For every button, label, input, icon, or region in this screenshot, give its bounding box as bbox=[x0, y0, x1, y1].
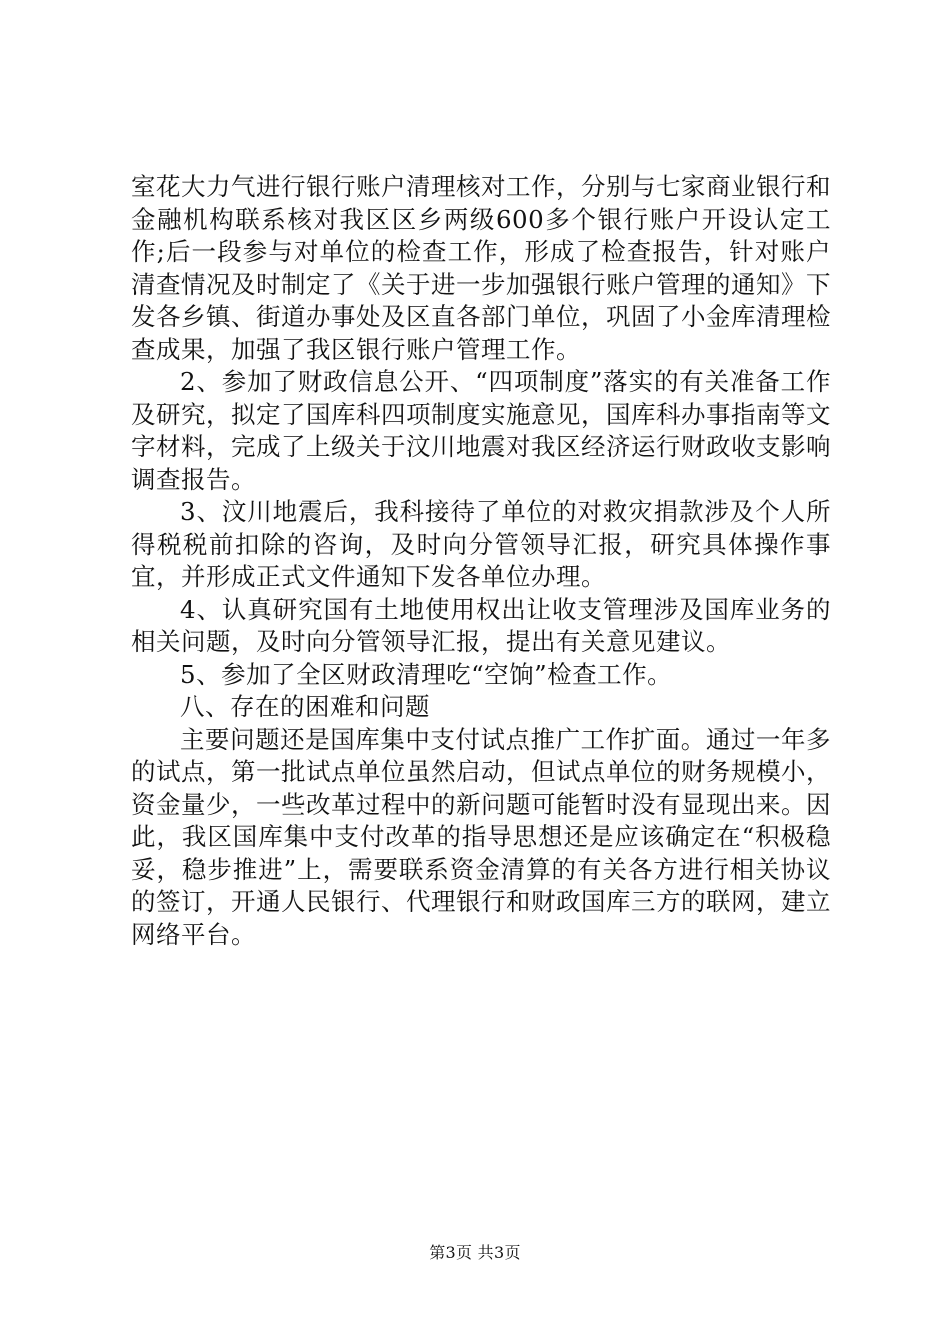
paragraph-problems: 主要问题还是国库集中支付试点推广工作扩面。通过一年多的试点，第一批试点单位虽然启动，但试点单位的财务规模小，资金量少，一些改革过程中的新问题可能暂时没有显现出来。因此，我区国库集中支付改革的指导思想还是应该确定在“积极稳妥，稳步推进”上，需要联系资金清算的有关各方进行相关协议的签订，开通人民银行、代理银行和财政国库三方的联网，建立网络平台。 bbox=[131, 724, 831, 949]
paragraph-item-4: 4、认真研究国有土地使用权出让收支管理涉及国库业务的相关问题，及时向分管领导汇报，提出有关意见建议。 bbox=[131, 594, 831, 656]
page-footer bbox=[0, 1243, 950, 1263]
page-number-label: 第3页 共3页 bbox=[429, 1243, 521, 1262]
section-heading: 八、存在的困难和问题 bbox=[180, 692, 430, 721]
paragraph-continued: 室花大力气进行银行账户清理核对工作，分别与七家商业银行和金融机构联系核对我区区乡两级600多个银行账户开设认定工作;后一段参与对单位的检查工作，形成了检查报告，针对账户清查情况及时制定了《关于进一步加强银行账户管理的通知》下发各乡镇、街道办事处及区直各部门单位，巩固了小金库清理检查成果，加强了我区银行账户管理工作。 bbox=[131, 172, 831, 364]
paragraph-item-3: 3、汶川地震后，我科接待了单位的对救灾捐款涉及个人所得税税前扣除的咨询，及时向分管领导汇报，研究具体操作事宜，并形成正式文件通知下发各单位办理。 bbox=[131, 497, 831, 591]
document-body bbox=[131, 171, 831, 951]
paragraph-item-2: 2、参加了财政信息公开、“四项制度”落实的有关准备工作及研究，拟定了国库科四项制度实施意见，国库科办事指南等文字材料，完成了上级关于汶川地震对我区经济运行财政收支影响调查报告。 bbox=[131, 367, 831, 494]
paragraph-item-5: 5、参加了全区财政清理吃“空饷”检查工作。 bbox=[180, 659, 673, 689]
